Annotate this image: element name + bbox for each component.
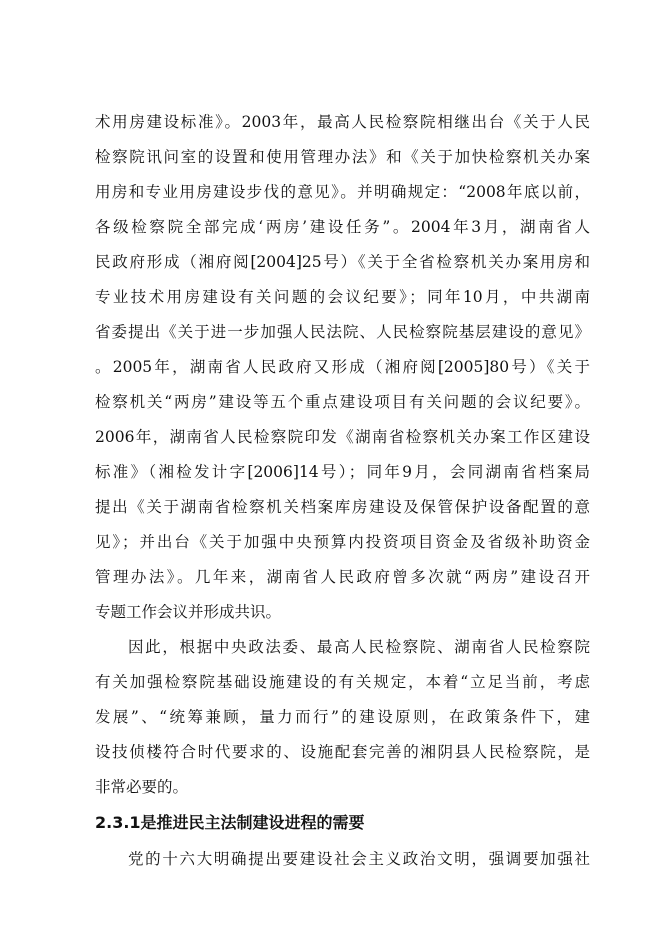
paragraph-line: 设技侦楼符合时代要求的、设施配套完善的湘阴县人民检察院，是 <box>95 743 590 761</box>
paragraph-line: 。2005年，湖南省人民政府又形成（湘府阅[2005]80号）《关于 <box>95 358 590 376</box>
paragraph-line: 有关加强检察院基础设施建设的有关规定，本着“立足当前，考虑 <box>95 673 590 691</box>
paragraph-line: 见》；并出台《关于加强中央预算内投资项目资金及省级补助资金 <box>95 533 590 551</box>
paragraph-line: 检察院讯问室的设置和使用管理办法》和《关于加快检察机关办案 <box>95 148 590 166</box>
section-heading: 2.3.1是推进民主法制建设进程的需要 <box>95 813 365 832</box>
paragraph-line: 检察机关“两房”建设等五个重点建设项目有关问题的会议纪要》。 <box>95 393 590 411</box>
paragraph-line: 非常必要的。 <box>95 778 189 796</box>
paragraph-line: 因此，根据中央政法委、最高人民检察院、湖南省人民检察院 <box>128 638 590 656</box>
paragraph-line: 标准》（湘检发计字[2006]14号）；同年9月，会同湖南省档案局 <box>95 463 590 481</box>
paragraph-line: 发展”、“统筹兼顾，量力而行”的建设原则，在政策条件下，建 <box>95 708 590 726</box>
paragraph-line: 民政府形成（湘府阅[2004]25号）《关于全省检察机关办案用房和 <box>95 253 590 271</box>
paragraph-line: 各级检察院全部完成‘两房’建设任务”。2004年3月，湖南省人 <box>95 218 590 236</box>
paragraph-line: 术用房建设标准》。2003年，最高人民检察院相继出台《关于人民 <box>95 113 590 131</box>
paragraph-line: 用房和专业用房建设步伐的意见》。并明确规定：“2008年底以前， <box>95 183 590 201</box>
paragraph-line: 党的十六大明确提出要建设社会主义政治文明，强调要加强社 <box>128 850 590 868</box>
paragraph-line: 管理办法》。几年来，湖南省人民政府曾多次就“两房”建设召开 <box>95 568 590 586</box>
paragraph-line: 2006年，湖南省人民检察院印发《湖南省检察机关办案工作区建设 <box>95 428 590 446</box>
paragraph-line: 提出《关于湖南省检察机关档案库房建设及保管保护设备配置的意 <box>95 498 590 516</box>
paragraph-line: 专题工作会议并形成共识。 <box>95 603 282 621</box>
paragraph-line: 省委提出《关于进一步加强人民法院、人民检察院基层建设的意见》 <box>95 323 590 341</box>
paragraph-line: 专业技术用房建设有关问题的会议纪要》；同年10月，中共湖南 <box>95 288 590 306</box>
